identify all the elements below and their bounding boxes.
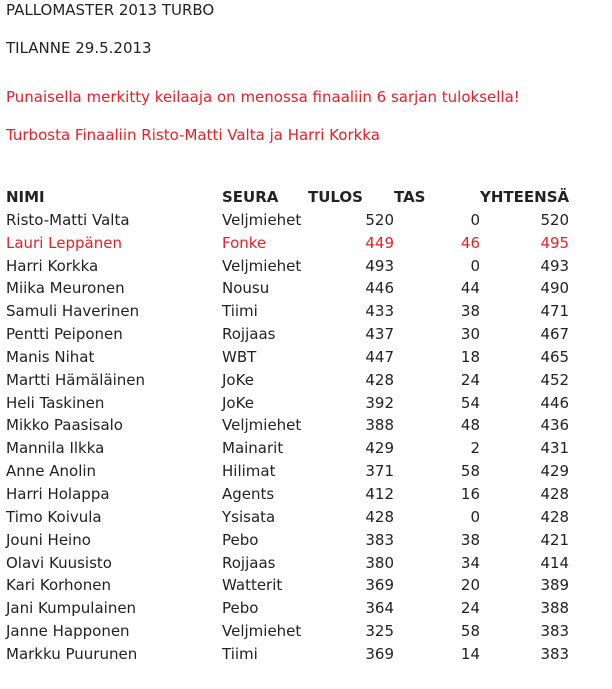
table-row [6,346,569,369]
cell-total: 428 [540,507,570,526]
cell-score: 392 [365,393,394,412]
cell-handicap: 58 [460,462,480,481]
cell-name: Pentti Peiponen [6,325,123,344]
table-row [6,300,569,323]
cell-name: Jani Kumpulainen [6,599,137,618]
cell-club: Ysisata [222,507,276,526]
cell-club: Tiimi [222,644,258,663]
cell-name: Samuli Haverinen [6,302,140,321]
column-header-handicap: TAS [394,188,426,206]
cell-club: Veljmiehet [222,622,302,641]
cell-total: 428 [540,484,570,503]
cell-handicap: 14 [460,644,480,663]
cell-total: 388 [540,599,570,618]
cell-club: Hilimat [222,462,276,481]
page-title: PALLOMASTER 2013 TURBO [6,1,215,19]
table-row [6,369,569,392]
cell-total: 436 [540,416,570,435]
cell-name: Harri Holappa [6,484,110,503]
table-row [6,506,569,529]
cell-club: Nousu [222,279,270,298]
cell-handicap: 0 [470,507,480,526]
cell-handicap: 34 [460,553,480,572]
cell-handicap: 16 [460,484,480,503]
table-row [6,620,569,643]
cell-total: 493 [540,256,570,275]
table-row [6,232,569,255]
cell-score: 369 [365,576,394,595]
cell-total: 383 [540,622,570,641]
cell-club: Rojjaas [222,325,276,344]
cell-score: 412 [365,484,394,503]
cell-club: WBT [222,347,257,366]
cell-score: 369 [365,644,394,663]
cell-name: Markku Puurunen [6,644,138,663]
cell-club: Pebo [222,530,259,549]
cell-total: 467 [540,325,570,344]
table-row [6,552,569,575]
table-row [6,392,569,415]
cell-name: Kari Korhonen [6,576,111,595]
standings-table [6,186,569,666]
cell-handicap: 54 [460,393,480,412]
cell-name: Anne Anolin [6,462,97,481]
cell-handicap: 0 [470,210,480,229]
cell-club: Veljmiehet [222,210,302,229]
cell-handicap: 24 [460,599,480,618]
cell-score: 388 [365,416,394,435]
column-header-score: TULOS [308,188,363,206]
cell-handicap: 18 [460,347,480,366]
cell-score: 371 [365,462,394,481]
cell-club: Fonke [222,233,267,252]
cell-total: 389 [540,576,570,595]
cell-club: Veljmiehet [222,416,302,435]
cell-handicap: 48 [460,416,480,435]
cell-handicap: 0 [470,256,480,275]
table-row [6,597,569,620]
cell-name: Heli Taskinen [6,393,105,412]
table-header-row [6,186,569,209]
cell-club: Rojjaas [222,553,276,572]
cell-handicap: 38 [460,530,480,549]
cell-score: 325 [365,622,394,641]
cell-total: 431 [540,439,570,458]
cell-score: 520 [365,210,394,229]
table-row [6,277,569,300]
cell-score: 383 [365,530,394,549]
cell-name: Olavi Kuusisto [6,553,112,572]
cell-total: 520 [540,210,570,229]
cell-club: JoKe [222,393,254,412]
cell-name: Jouni Heino [6,530,91,549]
cell-handicap: 38 [460,302,480,321]
cell-handicap: 46 [460,233,480,252]
cell-club: JoKe [222,370,254,389]
cell-club: Pebo [222,599,259,618]
cell-total: 446 [540,393,570,412]
table-row [6,643,569,666]
cell-club: Watterit [222,576,283,595]
table-row [6,574,569,597]
column-header-total: YHTEENSÄ [480,188,570,206]
column-header-club: SEURA [222,188,279,206]
table-row [6,209,569,232]
cell-score: 447 [365,347,394,366]
cell-handicap: 2 [470,439,480,458]
cell-handicap: 24 [460,370,480,389]
cell-total: 452 [540,370,570,389]
cell-score: 428 [365,370,394,389]
table-row [6,437,569,460]
status-date: TILANNE 29.5.2013 [6,39,152,57]
cell-club: Tiimi [222,302,258,321]
cell-score: 380 [365,553,394,572]
cell-score: 446 [365,279,394,298]
cell-total: 429 [540,462,570,481]
table-row [6,529,569,552]
cell-total: 421 [540,530,570,549]
cell-club: Agents [222,484,275,503]
cell-name: Mikko Paasisalo [6,416,123,435]
cell-name: Janne Happonen [6,622,130,641]
cell-score: 449 [365,233,394,252]
table-body [6,209,569,666]
cell-score: 429 [365,439,394,458]
table-row [6,460,569,483]
cell-score: 364 [365,599,394,618]
cell-club: Mainarit [222,439,284,458]
column-header-name: NIMI [6,188,45,206]
cell-total: 490 [540,279,570,298]
table-row [6,323,569,346]
cell-score: 433 [365,302,394,321]
table-row [6,414,569,437]
table-row [6,255,569,278]
cell-total: 465 [540,347,570,366]
cell-name: Mannila Ilkka [6,439,105,458]
cell-total: 414 [540,553,570,572]
cell-score: 437 [365,325,394,344]
cell-total: 383 [540,644,570,663]
cell-handicap: 30 [460,325,480,344]
cell-name: Manis Nihat [6,347,95,366]
table-row [6,483,569,506]
cell-handicap: 58 [460,622,480,641]
cell-name: Lauri Leppänen [6,233,122,252]
cell-total: 471 [540,302,570,321]
cell-club: Veljmiehet [222,256,302,275]
cell-name: Harri Korkka [6,256,99,275]
cell-name: Martti Hämäläinen [6,370,146,389]
cell-score: 493 [365,256,394,275]
cell-handicap: 20 [460,576,480,595]
cell-name: Risto-Matti Valta [6,210,130,229]
highlight-notice: Punaisella merkitty keilaaja on menossa finaaliin 6 sarjan tuloksella! [6,88,520,106]
cell-total: 495 [540,233,570,252]
finalists-notice: Turbosta Finaaliin Risto-Matti Valta ja Harri Korkka [6,126,380,144]
cell-name: Miika Meuronen [6,279,125,298]
cell-name: Timo Koivula [6,507,102,526]
cell-score: 428 [365,507,394,526]
cell-handicap: 44 [460,279,480,298]
